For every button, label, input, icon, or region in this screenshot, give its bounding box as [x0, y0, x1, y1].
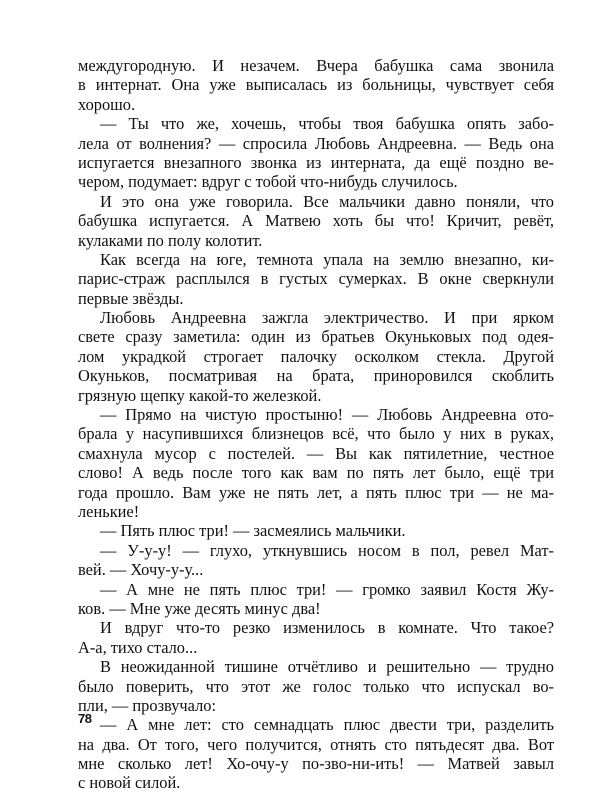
book-page-text — [78, 56, 554, 793]
text-line: испугается внезапного звонка из интерната, да ещё поздно ве- — [78, 152, 554, 172]
text-line: чером, подумает: вдруг с тобой что-нибудь случилось. — [78, 172, 458, 192]
text-line: бабушка испугается. А Матвею хоть бы что! Кричит, ревёт, — [78, 211, 554, 231]
text-line: грязную щепку какой-то железкой. — [78, 385, 322, 405]
text-line: ков. — Мне уже десять минус два! — [78, 598, 321, 618]
text-line: свете сразу заметила: один из братьев Окуньковых под одея- — [78, 327, 554, 347]
text-line: хорошо. — [78, 94, 136, 114]
text-line: — А мне не пять плюс три! — громко заявил Костя Жу- — [100, 579, 554, 599]
text-line: И вдруг что-то резко изменилось в комнате. Что такое? — [100, 618, 554, 638]
text-line: пли, — прозвучало: — [78, 695, 217, 715]
text-line: года прошло. Вам уже не пять лет, а пять плюс три — не ма- — [78, 482, 554, 502]
page-number: 78 — [78, 711, 92, 726]
text-line: парис-страж расплылся в густых сумерках. В окне сверкнули — [78, 269, 554, 289]
text-line: Как всегда на юге, темнота упала на землю внезапно, ки- — [100, 249, 554, 269]
text-line: вей. — Хочу-у-у... — [78, 560, 204, 580]
text-line: — А мне лет: сто семнадцать плюс двести три, разделить — [100, 715, 554, 735]
text-line: — Прямо на чистую простыню! — Любовь Андреевна ото- — [100, 405, 554, 425]
text-line: — Пять плюс три! — засмеялись мальчики. — [100, 521, 406, 541]
text-line: в интернат. Она уже выписалась из больницы, чувствует себя — [78, 75, 554, 95]
text-line: на два. От того, чего получится, отнять сто пятьдесят два. Вот — [78, 734, 554, 754]
text-line: И это она уже говорила. Все мальчики давно поняли, что — [100, 191, 554, 211]
text-line: с новой силой. — [78, 773, 181, 793]
text-line: В неожиданной тишине отчётливо и решительно — трудно — [100, 657, 554, 677]
text-line: слово! А ведь после того как вам по пять лет было, ещё три — [78, 463, 554, 483]
text-line: — Ты что же, хочешь, чтобы твоя бабушка опять забо- — [100, 114, 554, 134]
text-line: первые звёзды. — [78, 288, 184, 308]
text-line: Любовь Андреевна зажгла электричество. И при ярком — [100, 308, 554, 328]
text-line: брала у насупившихся близнецов всё, что было у них в руках, — [78, 424, 554, 444]
text-line: лом украдкой строгает палочку осколком стекла. Другой — [78, 346, 554, 366]
text-line: — У-у-у! — глухо, уткнувшись носом в пол, ревел Мат- — [100, 540, 554, 560]
text-line: кулаками по полу колотит. — [78, 230, 263, 250]
text-line: Окуньков, посматривая на брата, приноровился скоблить — [78, 366, 554, 386]
text-line: мне сколько лет! Хо-очу-у по-зво-ни-ить! — Матвей завыл — [78, 754, 554, 774]
text-line: ленькие! — [78, 501, 140, 521]
text-line: А-а, тихо стало... — [78, 637, 198, 657]
text-line: лела от волнения? — спросила Любовь Андреевна. — Ведь она — [78, 133, 554, 153]
text-line: смахнула мусор с постелей. — Вы как пятилетние, честное — [78, 443, 554, 463]
text-line: междугородную. И незачем. Вчера бабушка сама звонила — [78, 56, 554, 75]
text-line: было поверить, что этот же голос только что испускал во- — [78, 676, 554, 696]
